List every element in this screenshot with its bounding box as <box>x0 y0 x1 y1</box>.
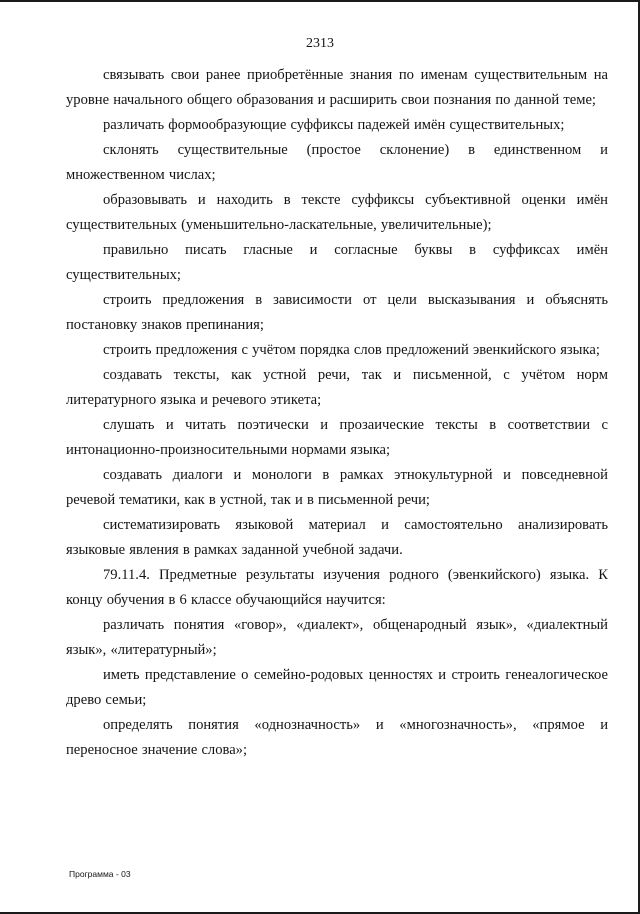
paragraph: различать понятия «говор», «диалект», общенародный язык», «диалектный язык», «литературный»; <box>66 617 608 658</box>
paragraph: различать формообразующие суффиксы падежей имён существительных; <box>103 117 565 133</box>
paragraph: систематизировать языковой материал и самостоятельно анализировать языковые явления в рамках заданной учебной задачи. <box>66 517 608 558</box>
paragraph: создавать тексты, как устной речи, так и письменной, с учётом норм литературного языка и речевого этикета; <box>66 367 608 408</box>
paragraph: строить предложения в зависимости от цели высказывания и объяснять постановку знаков препинания; <box>66 292 608 333</box>
section-paragraph: 79.11.4. Предметные результаты изучения родного (эвенкийского) языка. К концу обучения в 6 классе обучающийся научится: <box>66 567 608 608</box>
paragraph: создавать диалоги и монологи в рамках этнокультурной и повседневной речевой тематики, как в устной, так и в письменной речи; <box>66 467 608 508</box>
paragraph: иметь представление о семейно-родовых ценностях и строить генеалогическое древо семьи; <box>66 667 608 708</box>
paragraph: образовывать и находить в тексте суффиксы субъективной оценки имён существительных (уменьшительно-ласкательные, увеличительные); <box>66 192 608 233</box>
footer-label: Программа - 03 <box>69 869 131 879</box>
paragraph: правильно писать гласные и согласные буквы в суффиксах имён существительных; <box>66 242 608 283</box>
paragraph: строить предложения с учётом порядка слов предложений эвенкийского языка; <box>103 342 600 358</box>
scan-border-top <box>0 0 640 2</box>
page-number: 2313 <box>306 36 334 51</box>
paragraph: слушать и читать поэтически и прозаические тексты в соответствии с интонационно-произносительными нормами языка; <box>66 417 608 458</box>
paragraph: склонять существительные (простое склонение) в единственном и множественном числах; <box>66 142 608 183</box>
paragraph: связывать свои ранее приобретённые знания по именам существительным на уровне начального общего образования и расширить свои познания по данной теме; <box>66 67 608 108</box>
document-body <box>66 63 608 763</box>
paragraph: определять понятия «однозначность» и «многозначность», «прямое и переносное значение слова»; <box>66 717 608 758</box>
